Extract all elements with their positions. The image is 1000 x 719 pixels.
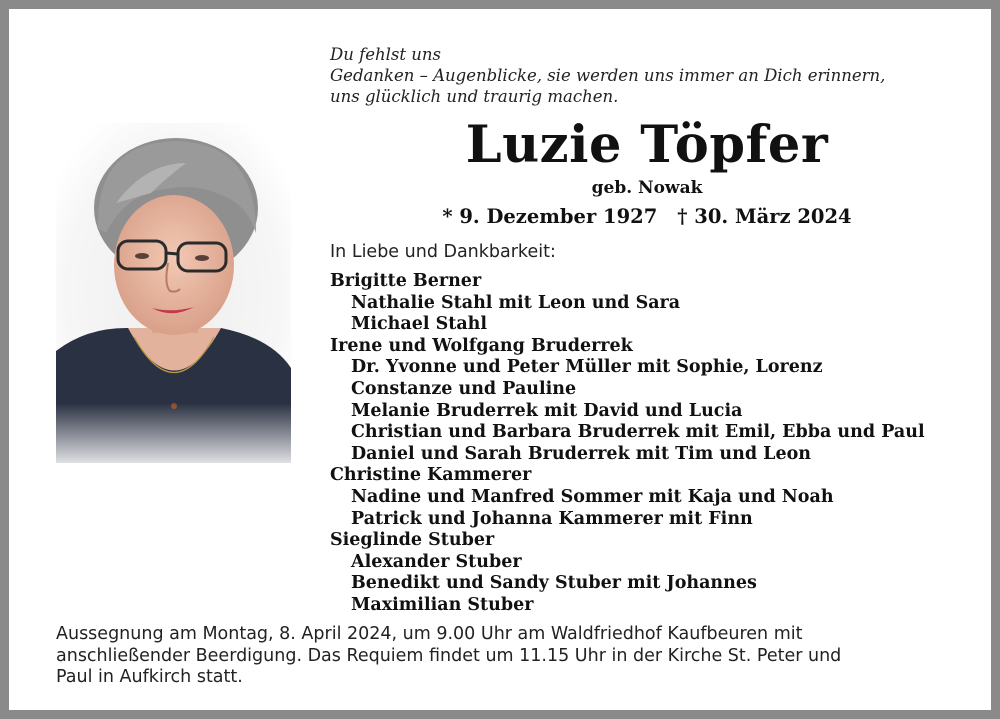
mourner-row: Daniel und Sarah Bruderrek mit Tim und Leon [351, 443, 812, 464]
mourner-row: Christine Kammerer [330, 465, 532, 486]
mourner-row: Alexander Stuber [351, 551, 522, 572]
life-dates [309, 205, 985, 228]
quote-line: Du fehlst uns [330, 45, 441, 64]
mourner-row: Christian und Barbara Bruderrek mit Emil, Ebba und Paul [351, 422, 925, 443]
mourners-list [330, 271, 925, 617]
notice-line: anschließender Beerdigung. Das Requiem findet um 11.15 Uhr in der Kirche St. Peter und [56, 645, 842, 666]
maiden-name: geb. Nowak [591, 178, 703, 198]
mourner-row: Melanie Bruderrek mit David und Lucia [351, 400, 743, 421]
mourner-row: Constanze und Pauline [351, 378, 577, 399]
dedication-line: In Liebe und Dankbarkeit: [330, 242, 556, 262]
notice-line: Paul in Aufkirch statt. [56, 667, 243, 688]
mourner-row: Dr. Yvonne und Peter Müller mit Sophie, Lorenz [351, 357, 823, 378]
quote-line: uns glücklich und traurig machen. [330, 87, 619, 106]
notice-line: Aussegnung am Montag, 8. April 2024, um 9.00 Uhr am Waldfriedhof Kaufbeuren mit [56, 624, 803, 644]
quote-line: Gedanken – Augenblicke, sie werden uns immer an Dich erinnern, [330, 66, 886, 85]
death-date: † 30. März 2024 [677, 205, 852, 228]
portrait-photo [56, 123, 291, 463]
mourner-row: Benedikt und Sandy Stuber mit Johannes [351, 573, 757, 594]
memorial-quote [330, 44, 885, 107]
mourner-row: Sieglinde Stuber [330, 530, 495, 551]
birth-date: * 9. Dezember 1927 [442, 205, 658, 228]
mourner-row: Nathalie Stahl mit Leon und Sara [351, 292, 681, 313]
mourner-row: Michael Stahl [351, 314, 488, 335]
deceased-name: Luzie Töpfer [465, 115, 829, 175]
mourner-row: Nadine und Manfred Sommer mit Kaja und Noah [351, 486, 834, 507]
mourner-row: Maximilian Stuber [351, 594, 534, 615]
funeral-notice [56, 624, 976, 689]
mourner-row: Brigitte Berner [330, 271, 482, 291]
mourner-row: Irene und Wolfgang Bruderrek [330, 335, 633, 356]
mourner-row: Patrick und Johanna Kammerer mit Finn [351, 508, 753, 529]
